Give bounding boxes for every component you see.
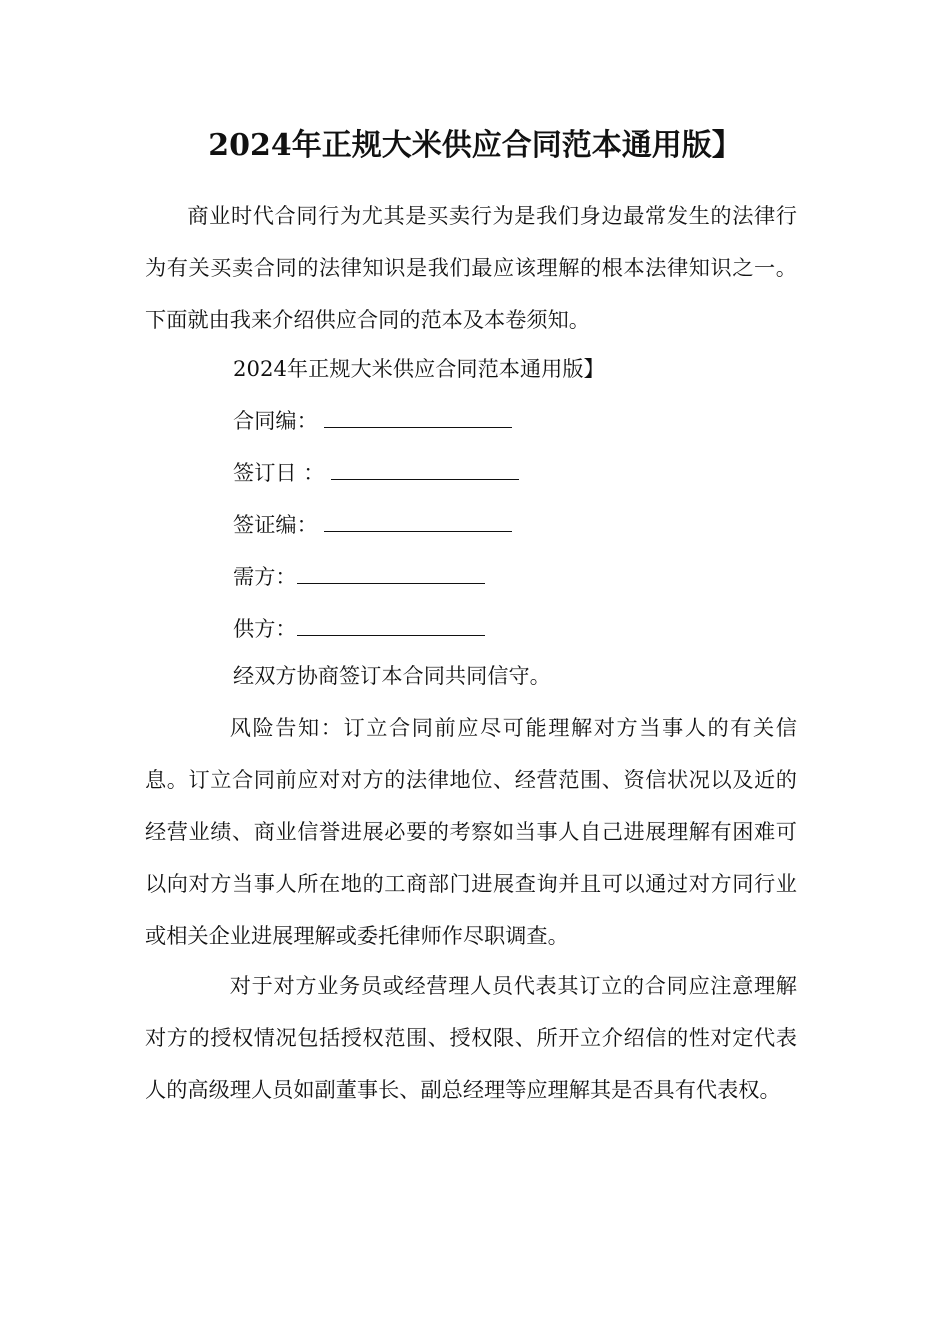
field-label: 供方： xyxy=(233,616,297,641)
buyer-field xyxy=(233,551,485,603)
sign-date-field xyxy=(233,447,519,499)
field-label: 需方： xyxy=(233,564,297,589)
supplier-field xyxy=(233,603,485,655)
subtitle: 2024年正规大米供应合同范本通用版】 xyxy=(233,356,605,381)
risk-notice-paragraph xyxy=(145,702,797,962)
field-label: 合同编： xyxy=(233,408,318,433)
authorization-text: 对于对方业务员或经营理人员代表其订立的合同应注意理解对方的授权情况包括授权范围、授权限、所开立介绍信的性对定代表人的高级理人员如副董事长、副总经理等应理解其是否具有代表权。 xyxy=(145,973,797,1102)
intro-paragraph xyxy=(145,190,797,346)
visa-number-blank xyxy=(324,511,512,532)
contract-number-field xyxy=(233,395,512,447)
supplier-blank xyxy=(297,615,485,636)
contract-number-blank xyxy=(324,407,512,428)
buyer-blank xyxy=(297,563,485,584)
agreement-text: 经双方协商签订本合同共同信守。 xyxy=(233,663,551,688)
authorization-paragraph xyxy=(145,960,797,1116)
intro-text: 商业时代合同行为尤其是买卖行为是我们身边最常发生的法律行为有关买卖合同的法律知识是我们最应该理解的根本法律知识之一。下面就由我来介绍供应合同的范本及本卷须知。 xyxy=(145,203,797,332)
visa-number-field xyxy=(233,499,512,551)
risk-notice-text: 风险告知：订立合同前应尽可能理解对方当事人的有关信息。订立合同前应对对方的法律地位、经营范围、资信状况以及近的经营业绩、商业信誉进展必要的考察如当事人自己进展理解有困难可以向对方当事人所在地的工商部门进展查询并且可以通过对方同行业或相关企业进展理解或委托律师作尽职调查。 xyxy=(145,715,797,948)
document-title: 2024年正规大米供应合同范本通用版】 xyxy=(208,128,742,163)
field-label: 签证编： xyxy=(233,512,318,537)
sign-date-blank xyxy=(331,459,519,480)
field-label: 签订日 ： xyxy=(233,460,325,485)
